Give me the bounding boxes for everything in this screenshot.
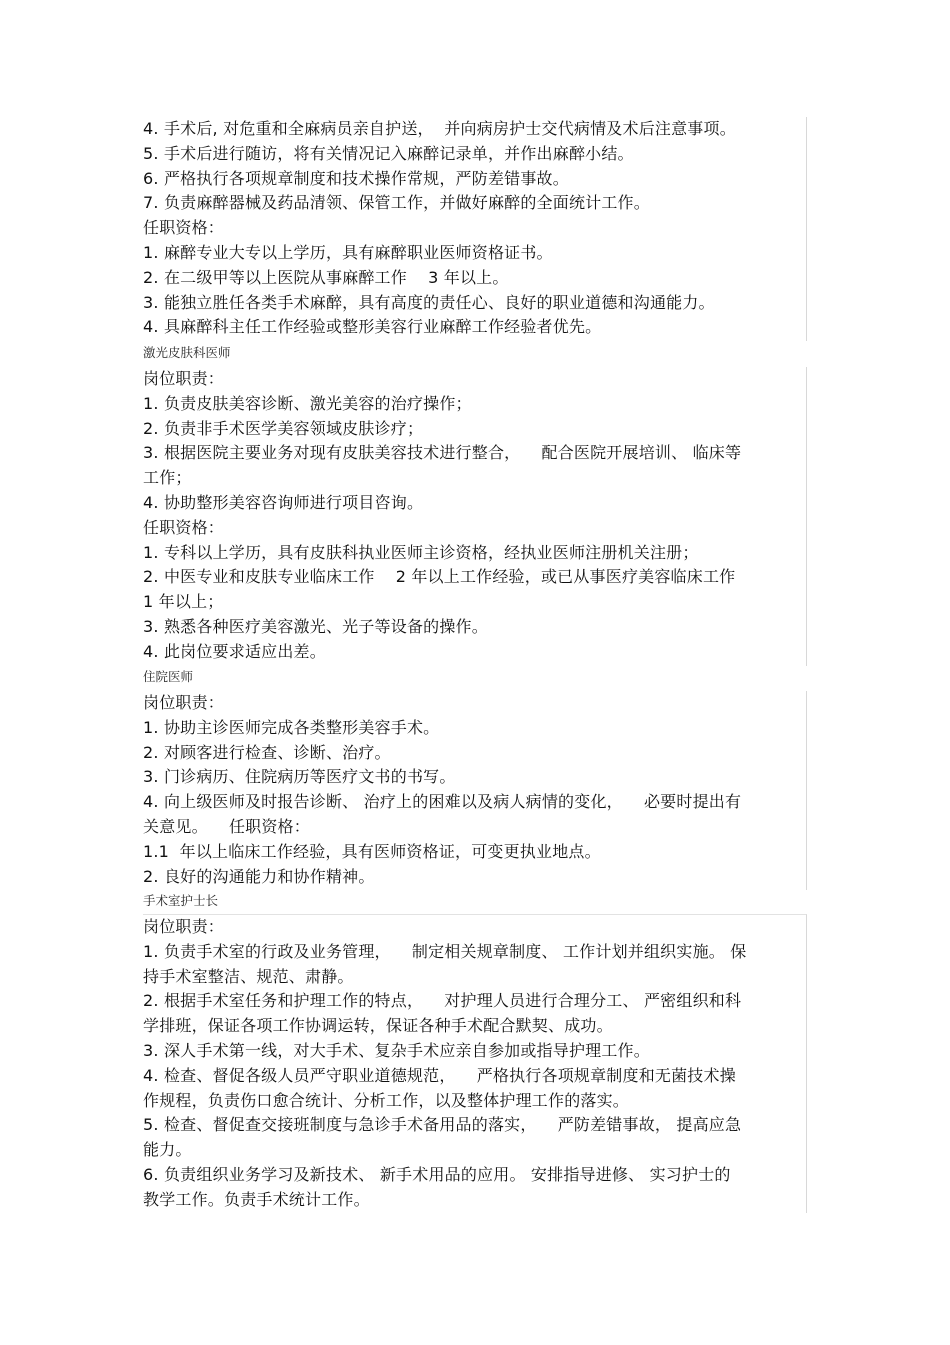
- text-line: 1. 麻醉专业大专以上学历，具有麻醉职业医师资格证书。: [143, 242, 553, 262]
- text-line: 3. 根据医院主要业务对现有皮肤美容技术进行整合， 配合医院开展培训、 临床等: [143, 443, 742, 463]
- text-line: 1. 协助主诊医师完成各类整形美容手术。: [143, 717, 440, 737]
- subheading-duties: 岗位职责：: [143, 693, 225, 712]
- text-line: 4. 具麻醉科主任工作经验或整形美容行业麻醉工作经验者优先。: [143, 317, 602, 337]
- text-line: 2. 根据手术室任务和护理工作的特点， 对护理人员进行合理分工、 严密组织和科: [143, 991, 742, 1011]
- section-resident-physician: [143, 691, 807, 890]
- text-line: 3. 能独立胜任各类手术麻醉，具有高度的责任心、良好的职业道德和沟通能力。: [143, 292, 715, 312]
- text-line: 4. 协助整形美容咨询师进行项目咨询。: [143, 492, 424, 512]
- text-line: 2. 在二级甲等以上医院从事麻醉工作 3 年以上。: [143, 267, 509, 287]
- text-line: 2. 良好的沟通能力和协作精神。: [143, 866, 375, 886]
- section-anesthesiologist-continued: [143, 117, 807, 341]
- text-line: 6. 负责组织业务学习及新技术、 新手术用品的应用。 安排指导进修、 实习护士的: [143, 1164, 731, 1184]
- text-line: 5. 检查、督促查交接班制度与急诊手术备用品的落实， 严防差错事故， 提高应急: [143, 1115, 742, 1135]
- text-line: 1.1 年以上临床工作经验，具有医师资格证，可变更执业地点。: [143, 841, 601, 861]
- text-line: 教学工作。负责手术统计工作。: [143, 1189, 370, 1209]
- text-line: 学排班，保证各项工作协调运转，保证各种手术配合默契、成功。: [143, 1016, 613, 1036]
- section-laser-dermatologist: [143, 367, 807, 666]
- text-line: 6. 严格执行各项规章制度和技术操作常规，严防差错事故。: [143, 168, 569, 188]
- text-line: 4. 向上级医师及时报告诊断、 治疗上的困难以及病人病情的变化， 必要时提出有: [143, 792, 742, 812]
- text-line: 7. 负责麻醉器械及药品清领、保管工作，并做好麻醉的全面统计工作。: [143, 193, 650, 213]
- text-line: 1 年以上；: [143, 592, 224, 612]
- text-line: 5. 手术后进行随访，将有关情况记入麻醉记录单，并作出麻醉小结。: [143, 143, 634, 163]
- text-line: 3. 熟悉各种医疗美容激光、光子等设备的操作。: [143, 616, 488, 636]
- text-line: 2. 负责非手术医学美容领域皮肤诊疗；: [143, 418, 424, 438]
- text-line: 1. 负责皮肤美容诊断、激光美容的治疗操作；: [143, 393, 472, 413]
- section-heading-or-head-nurse: 手术室护士长: [143, 893, 219, 908]
- text-line: 作规程，负责伤口愈合统计、分析工作，以及整体护理工作的落实。: [143, 1090, 630, 1110]
- text-line: 2. 中医专业和皮肤专业临床工作 2 年以上工作经验，或已从事医疗美容临床工作: [143, 567, 736, 587]
- text-line: 1. 专科以上学历，具有皮肤科执业医师主诊资格，经执业医师注册机关注册；: [143, 542, 699, 562]
- text-line: 4. 检查、督促各级人员严守职业道德规范， 严格执行各项规章制度和无菌技术操: [143, 1065, 736, 1085]
- text-line: 4. 此岗位要求适应出差。: [143, 641, 326, 661]
- section-heading-laser-dermatologist: 激光皮肤科医师: [143, 345, 231, 360]
- text-line: 3. 门诊病历、住院病历等医疗文书的书写。: [143, 767, 456, 787]
- section-or-head-nurse: [143, 914, 807, 1213]
- subheading-qualifications: 任职资格：: [143, 218, 225, 238]
- text-line: 4. 手术后, 对危重和全麻病员亲自护送， 并向病房护士交代病情及术后注意事项。: [143, 119, 736, 138]
- text-line: 能力。: [143, 1140, 192, 1160]
- subheading-duties: 岗位职责：: [143, 369, 225, 388]
- section-heading-resident-physician: 住院医师: [143, 669, 194, 684]
- text-line: 持手术室整洁、规范、肃静。: [143, 966, 354, 986]
- text-line: 2. 对顾客进行检查、诊断、治疗。: [143, 742, 391, 762]
- text-line: 3. 深人手术第一线，对大手术、复杂手术应亲自参加或指导护理工作。: [143, 1040, 650, 1060]
- text-line: 工作；: [143, 468, 192, 488]
- subheading-duties: 岗位职责：: [143, 917, 225, 936]
- text-line: 关意见。 任职资格：: [143, 816, 310, 836]
- text-line: 1. 负责手术室的行政及业务管理， 制定相关规章制度、 工作计划并组织实施。 保: [143, 941, 747, 961]
- subheading-qualifications: 任职资格：: [143, 517, 225, 537]
